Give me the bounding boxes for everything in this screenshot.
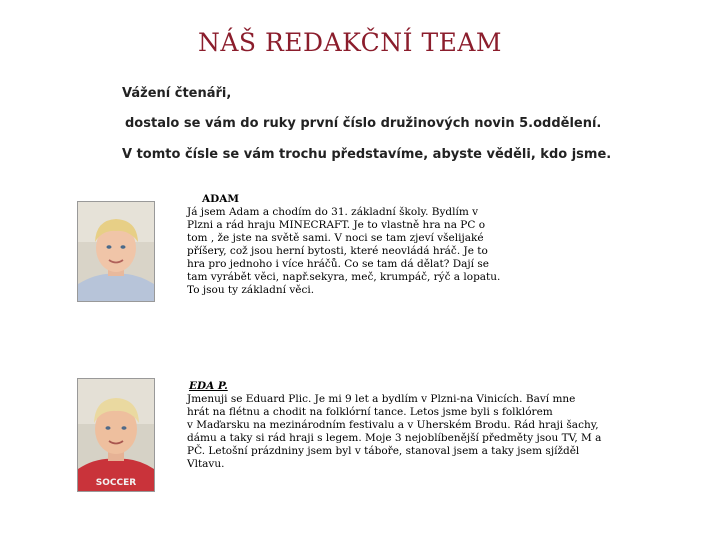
bio-line: Jmenuji se Eduard Plic. Je mi 9 let a bydlím v Plzni-na Vinicích. Baví mne	[187, 393, 576, 405]
member-photo-eda	[77, 378, 155, 492]
bio-line: v Maďarsku na mezinárodním festivalu a v Uherském Brodu. Rád hraji šachy,	[187, 419, 599, 431]
bio-line: To jsou ty základní věci.	[187, 284, 315, 296]
member-bio	[187, 393, 601, 471]
member-photo-adam	[77, 201, 155, 302]
bio-line: Já jsem Adam a chodím do 31. základní školy. Bydlím v	[187, 206, 479, 218]
svg-text:SOCCER: SOCCER	[95, 478, 137, 488]
intro-line-2: V tomto čísle se vám trochu představíme, abyste věděli, kdo jsme.	[122, 147, 612, 162]
bio-line: tam vyrábět věci, např.sekyra, meč, krumpáč, rýč a lopatu.	[187, 271, 501, 283]
bio-line: dámu a taky si rád hraji s legem. Moje 3 nejoblíbenější předměty jsou TV, M a	[187, 432, 602, 444]
intro-greeting: Vážení čtenáři,	[122, 86, 232, 101]
member-bio	[187, 206, 500, 297]
bio-line: Vltavu.	[187, 458, 225, 470]
bio-line: tom , že jste na světě sami. V noci se tam zjeví všelijaké	[187, 232, 484, 244]
page-title: NÁŠ REDAKČNÍ TEAM	[197, 28, 503, 57]
bio-line: PČ. Letošní prázdniny jsem byl v táboře, stanoval jsem a taky jsem sjížděl	[187, 445, 580, 457]
boy-portrait-icon	[78, 379, 154, 491]
member-name: ADAM	[202, 193, 240, 205]
boy-portrait-icon	[78, 202, 154, 301]
bio-line: Plzni a rád hraju MINECRAFT. Je to vlastně hra na PC o	[187, 219, 486, 231]
bio-line: hra pro jednoho i více hráčů. Co se tam dá dělat? Dají se	[187, 258, 489, 270]
bio-line: hrát na flétnu a chodit na folklórní tance. Letos jsme byli s folklórem	[187, 406, 553, 418]
bio-line: příšery, což jsou herní bytosti, které neovládá hráč. Je to	[187, 245, 488, 257]
member-name: EDA P.	[189, 380, 228, 392]
intro-line-1: dostalo se vám do ruky první číslo družinových novin 5.oddělení.	[125, 116, 602, 131]
